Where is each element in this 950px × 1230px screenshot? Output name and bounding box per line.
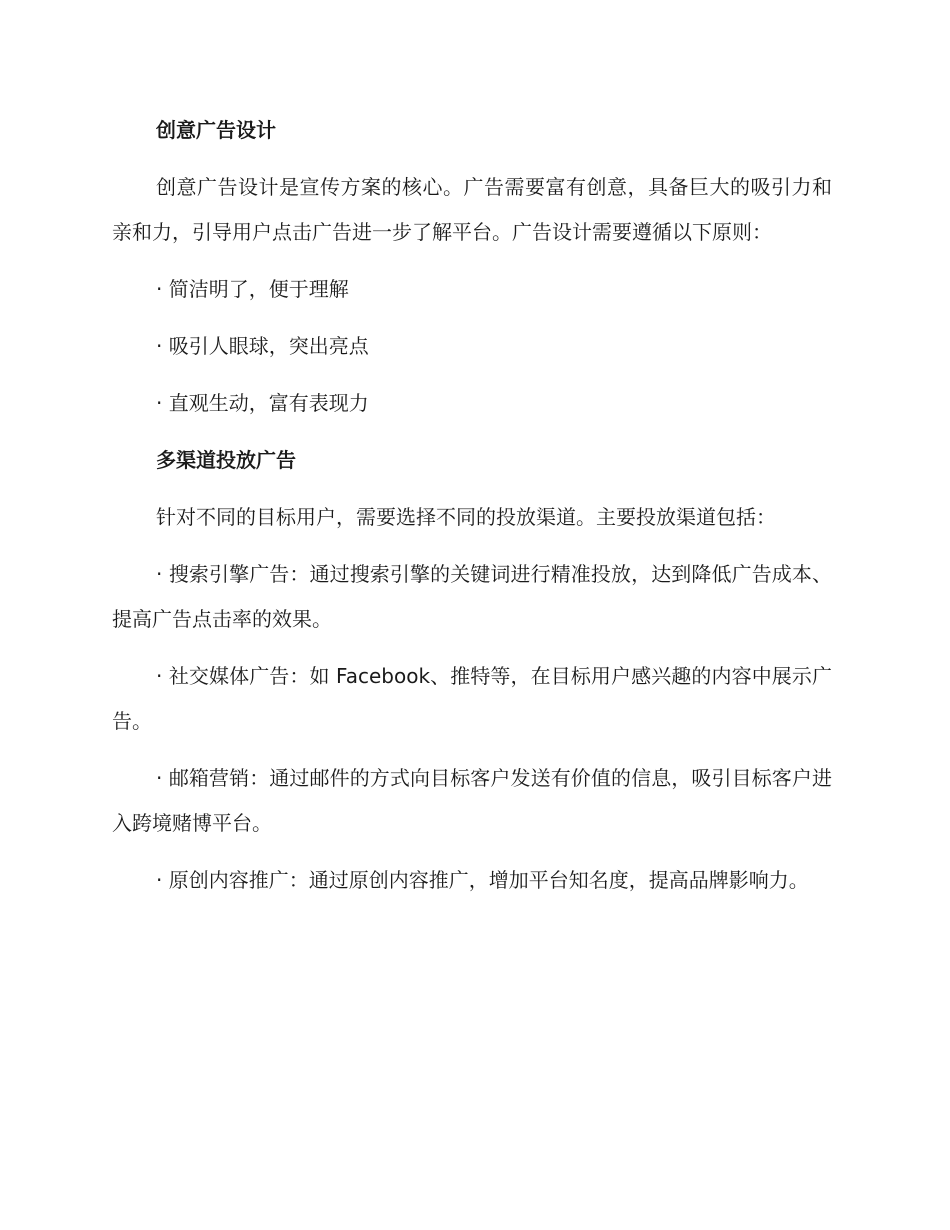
bullet-item: · 简洁明了，便于理解 bbox=[156, 277, 349, 301]
paragraph: 针对不同的目标用户，需要选择不同的投放渠道。主要投放渠道包括： bbox=[156, 505, 776, 529]
bullet-item: · 搜索引擎广告：通过搜索引擎的关键词进行精准投放，达到降低广告成本、提高广告点击率的效果。 bbox=[112, 562, 832, 631]
section-heading: 创意广告设计 bbox=[156, 118, 276, 142]
document-content bbox=[112, 108, 832, 915]
bullet-item: · 社交媒体广告：如 Facebook、推特等，在目标用户感兴趣的内容中展示广告。 bbox=[112, 664, 832, 733]
section-heading: 多渠道投放广告 bbox=[156, 448, 296, 472]
bullet-item: · 邮箱营销：通过邮件的方式向目标客户发送有价值的信息，吸引目标客户进入跨境赌博平台。 bbox=[112, 766, 832, 835]
bullet-item: · 原创内容推广：通过原创内容推广，增加平台知名度，提高品牌影响力。 bbox=[156, 868, 809, 892]
bullet-item: · 吸引人眼球，突出亮点 bbox=[156, 334, 369, 358]
bullet-item: · 直观生动，富有表现力 bbox=[156, 391, 369, 415]
paragraph: 创意广告设计是宣传方案的核心。广告需要富有创意，具备巨大的吸引力和亲和力，引导用户点击广告进一步了解平台。广告设计需要遵循以下原则： bbox=[112, 175, 832, 244]
